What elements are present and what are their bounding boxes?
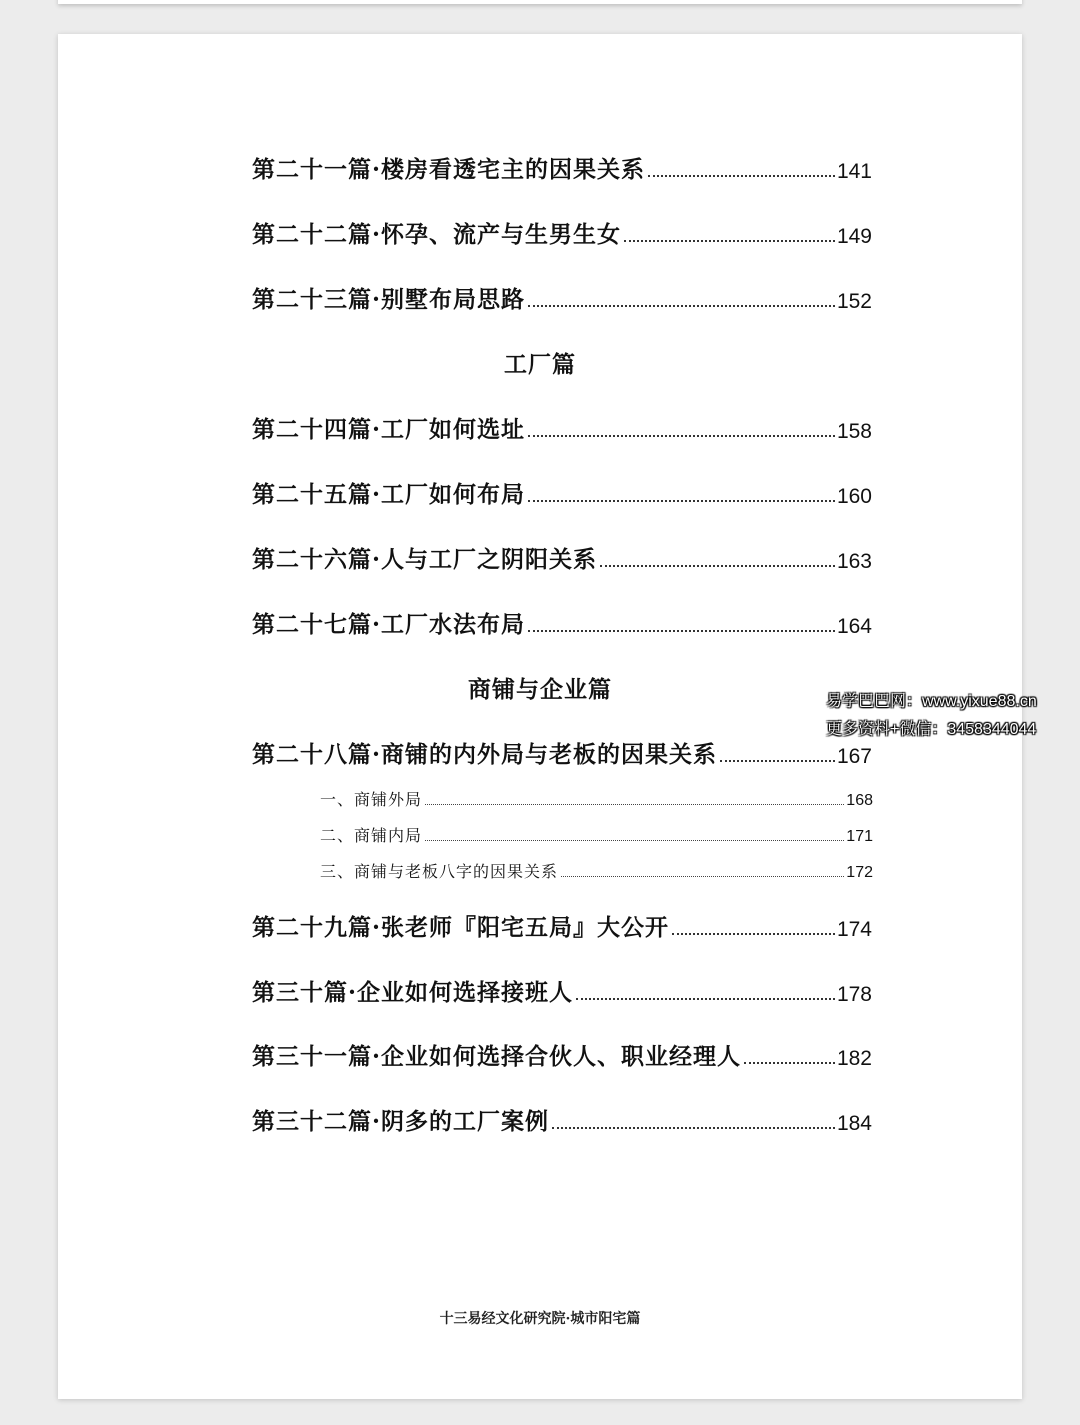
- toc-entry[interactable]: [252, 475, 872, 509]
- toc-entry-title: 第二十五篇·工厂如何布局: [252, 481, 526, 508]
- toc-entry-page: 158: [836, 420, 872, 443]
- toc-entry-title: 第二十八篇·商铺的内外局与老板的因果关系: [252, 741, 718, 768]
- section-heading-factory: 工厂篇: [504, 351, 576, 378]
- toc-subentry[interactable]: [320, 860, 873, 882]
- watermark-contact: 更多资料+微信：3458344044: [826, 721, 1037, 738]
- toc-subentry-page: 171: [846, 828, 873, 845]
- leader-dots: [672, 933, 835, 935]
- leader-dots: [648, 175, 835, 177]
- leader-dots: [552, 1127, 835, 1129]
- toc-entry[interactable]: [252, 1102, 872, 1136]
- toc-entry-page: 163: [836, 550, 872, 573]
- toc-subentry-page: 168: [846, 792, 873, 809]
- toc-subentry-title: 二、商铺内局: [320, 826, 423, 845]
- toc-entry[interactable]: [252, 215, 872, 249]
- toc-subentry-title: 三、商铺与老板八字的因果关系: [320, 862, 559, 881]
- toc-entry-page: 149: [836, 225, 872, 248]
- leader-dots: [624, 240, 835, 242]
- toc-entry-page: 141: [836, 160, 872, 183]
- toc-entry-page: 184: [836, 1112, 872, 1135]
- previous-page-edge: [58, 0, 1022, 4]
- toc-subentry-page: 172: [846, 864, 873, 881]
- toc-subentry[interactable]: [320, 788, 873, 810]
- toc-entry-page: 160: [836, 485, 872, 508]
- leader-dots: [576, 998, 835, 1000]
- toc-entry-title: 第二十一篇·楼房看透宅主的因果关系: [252, 156, 646, 183]
- leader-dots: [600, 565, 835, 567]
- toc-entry-title: 第二十二篇·怀孕、流产与生男生女: [252, 221, 622, 248]
- toc-entry[interactable]: [252, 1037, 872, 1071]
- toc-subentry[interactable]: [320, 824, 873, 846]
- leader-dots: [744, 1062, 835, 1064]
- toc-entry[interactable]: [252, 605, 872, 639]
- leader-dots: [528, 435, 835, 437]
- section-heading-shop: 商铺与企业篇: [468, 676, 612, 703]
- leader-dots: [720, 760, 835, 762]
- toc-entry[interactable]: [252, 280, 872, 314]
- toc-entry[interactable]: [252, 540, 872, 574]
- toc-entry-title: 第二十四篇·工厂如何选址: [252, 416, 526, 443]
- toc-entry-title: 第三十一篇·企业如何选择合伙人、职业经理人: [252, 1043, 742, 1070]
- leader-dots: [528, 630, 835, 632]
- toc-entry[interactable]: [252, 973, 872, 1007]
- page-footer: 十三易经文化研究院·城市阳宅篇: [439, 1311, 641, 1327]
- watermark-site: 易学巴巴网：www.yixue88.cn: [826, 693, 1037, 710]
- toc-entry-page: 174: [836, 918, 872, 941]
- toc-entry-page: 167: [836, 745, 872, 768]
- toc-subentry-title: 一、商铺外局: [320, 790, 423, 809]
- toc-entry-title: 第二十六篇·人与工厂之阴阳关系: [252, 546, 598, 573]
- toc-entry-title: 第二十三篇·别墅布局思路: [252, 286, 526, 313]
- toc-entry-title: 第二十九篇·张老师『阳宅五局』大公开: [252, 914, 670, 941]
- toc-entry[interactable]: [252, 908, 872, 942]
- toc-entry[interactable]: [252, 410, 872, 444]
- toc-entry-title: 第三十篇·企业如何选择接班人: [252, 979, 574, 1006]
- toc-entry-title: 第二十七篇·工厂水法布局: [252, 611, 526, 638]
- toc-entry-page: 178: [836, 983, 872, 1006]
- leader-dots: [528, 500, 835, 502]
- toc-entry[interactable]: [252, 735, 872, 769]
- toc-entry[interactable]: [252, 150, 872, 184]
- leader-dots: [425, 840, 844, 841]
- leader-dots: [561, 876, 844, 877]
- toc-entry-title: 第三十二篇·阴多的工厂案例: [252, 1108, 550, 1135]
- toc-entry-page: 164: [836, 615, 872, 638]
- leader-dots: [425, 804, 844, 805]
- leader-dots: [528, 305, 835, 307]
- toc-entry-page: 152: [836, 290, 872, 313]
- toc-entry-page: 182: [836, 1047, 872, 1070]
